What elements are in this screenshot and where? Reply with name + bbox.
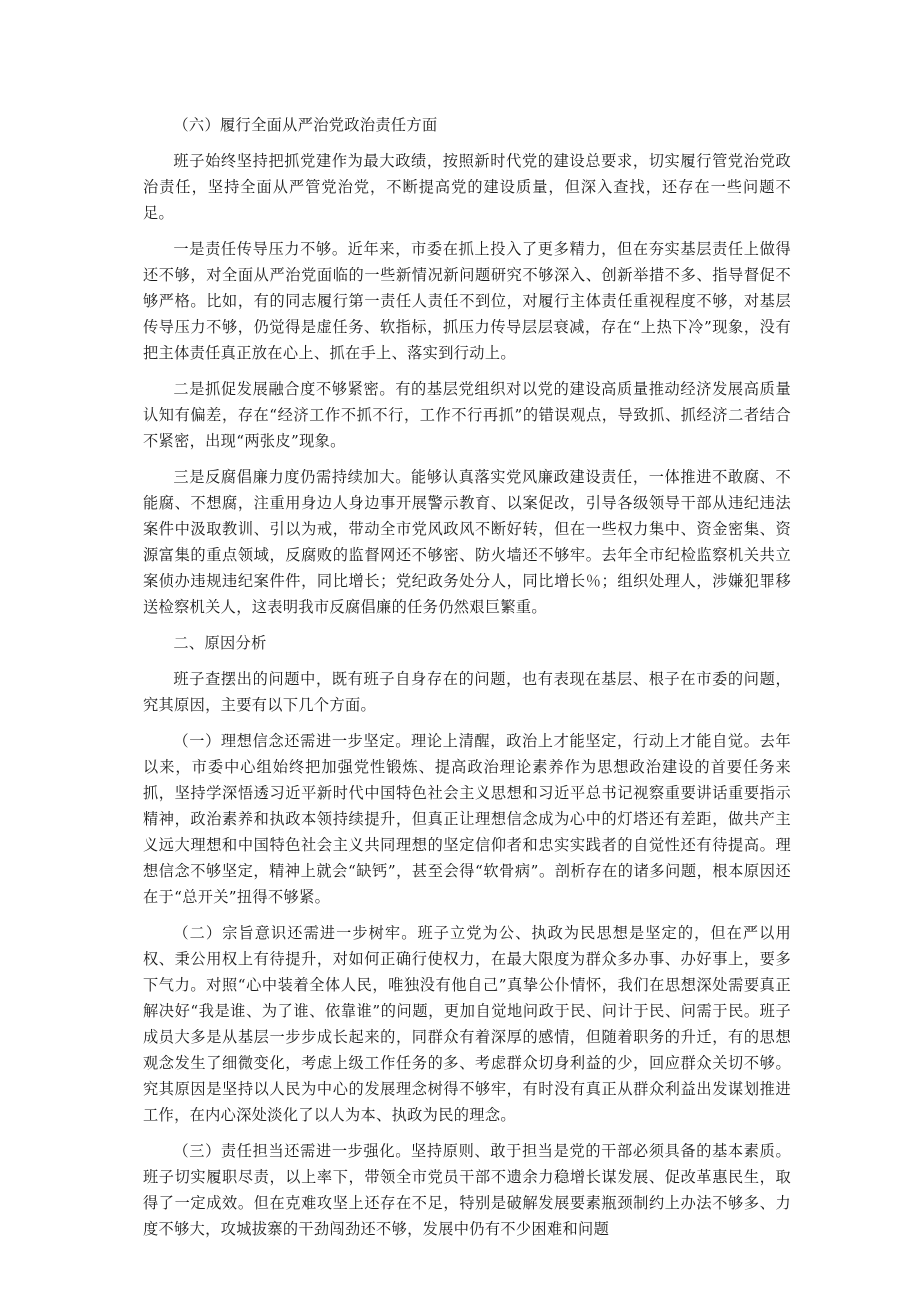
paragraph-cause-two: （二）宗旨意识还需进一步树牢。班子立党为公、执政为民思想是坚定的，但在严以用权、秉公用权上有待提升，对如何正确行使权力，在最大限度为群众多办事、办好事上，要多下气力。对照“心中装着全体人民，唯独没有他自己”真挚公仆情怀，我们在思想深处需要真正解决好“我是谁、为了谁、依靠谁”的问题，更加自觉地问政于民、问计于民、问需于民。班子成员大多是从基层一步步成长起来的，同群众有着深厚的感情，但随着职务的升迁，有的思想观念发生了细微变化，考虑上级工作任务的多、考虑群众切身利益的少，回应群众关切不够。究其原因是坚持以人民为中心的发展理念树得不够牢，有时没有真正从群众利益出发谋划推进工作，在内心深处淡化了以人为本、执政为民的理念。	[143, 924, 791, 1124]
paragraph-issue-three: 三是反腐倡廉力度仍需持续加大。能够认真落实党风廉政建设责任，一体推进不敢腐、不能腐、不想腐，注重用身边人身边事开展警示教育、以案促改，引导各级领导干部从违纪违法案件中汲取教训、引以为戒，带动全市党风政风不断好转，但在一些权力集中、资金密集、资源富集的重点领域，反腐败的监督网还不够密、防火墙还不够牢。去年全市纪检监察机关共立案侦办违规违纪案件件，同比增长；党纪政务处分人，同比增长％；组织处理人，涉嫌犯罪移送检察机关人，这表明我市反腐倡廉的任务仍然艰巨繁重。	[143, 468, 791, 616]
paragraph-cause-three: （三）责任担当还需进一步强化。坚持原则、敢于担当是党的干部必须具备的基本素质。班子切实履职尽责，以上率下，带领全市党员干部不遗余力稳增长谋发展、促改革惠民生，取得了一定成效。但在克难攻坚上还存在不足，特别是破解发展要素瓶颈制约上办法不够多、力度不够大，攻城拔寨的干劲闯劲还不够，发展中仍有不少困难和问题	[143, 1142, 791, 1238]
paragraph-cause-one: （一）理想信念还需进一步坚定。理论上清醒，政治上才能坚定，行动上才能自觉。去年以来，市委中心组始终把加强党性锻炼、提高政治理论素养作为思想政治建设的首要任务来抓，坚持学深悟透习近平新时代中国特色社会主义思想和习近平总书记视察重要讲话重要指示精神，政治素养和执政本领持续提升，但真正让理想信念成为心中的灯塔还有差距，做共产主义远大理想和中国特色社会主义共同理想的坚定信仰者和忠实实践者的自觉性还有待提高。理想信念不够坚定，精神上就会“缺钙”，甚至会得“软骨病”。剖析存在的诸多问题，根本原因还在于“总开关”扭得不够紧。	[143, 732, 791, 906]
paragraph-issue-two: 二是抓促发展融合度不够紧密。有的基层党组织对以党的建设高质量推动经济发展高质量认知有偏差，存在“经济工作不抓不行，工作不行再抓”的错误观点，导致抓、抓经济二者结合不紧密，出现“两张皮”现象。	[143, 380, 791, 450]
paragraph-issue-one: 一是责任传导压力不够。近年来，市委在抓上投入了更多精力，但在夯实基层责任上做得还不够，对全面从严治党面临的一些新情况新问题研究不够深入、创新举措不多、指导督促不够严格。比如，有的同志履行第一责任人责任不到位，对履行主体责任重视程度不够，对基层传导压力不够，仍觉得是虚任务、软指标，抓压力传导层层衰减，存在“上热下冷”现象，没有把主体责任真正放在心上、抓在手上、落实到行动上。	[143, 240, 791, 362]
document-page	[143, 112, 791, 1252]
paragraph-intro: 班子始终坚持把抓党建作为最大政绩，按照新时代党的建设总要求，切实履行管党治党政治责任，坚持全面从严管党治党，不断提高党的建设质量，但深入查找，还存在一些问题不足。	[143, 152, 791, 222]
section-heading-6: （六）履行全面从严治党政治责任方面	[173, 116, 438, 134]
section-heading-cause: 二、原因分析	[173, 634, 267, 652]
paragraph-cause-intro: 班子查摆出的问题中，既有班子自身存在的问题，也有表现在基层、根子在市委的问题，究其原因，主要有以下几个方面。	[143, 670, 791, 714]
